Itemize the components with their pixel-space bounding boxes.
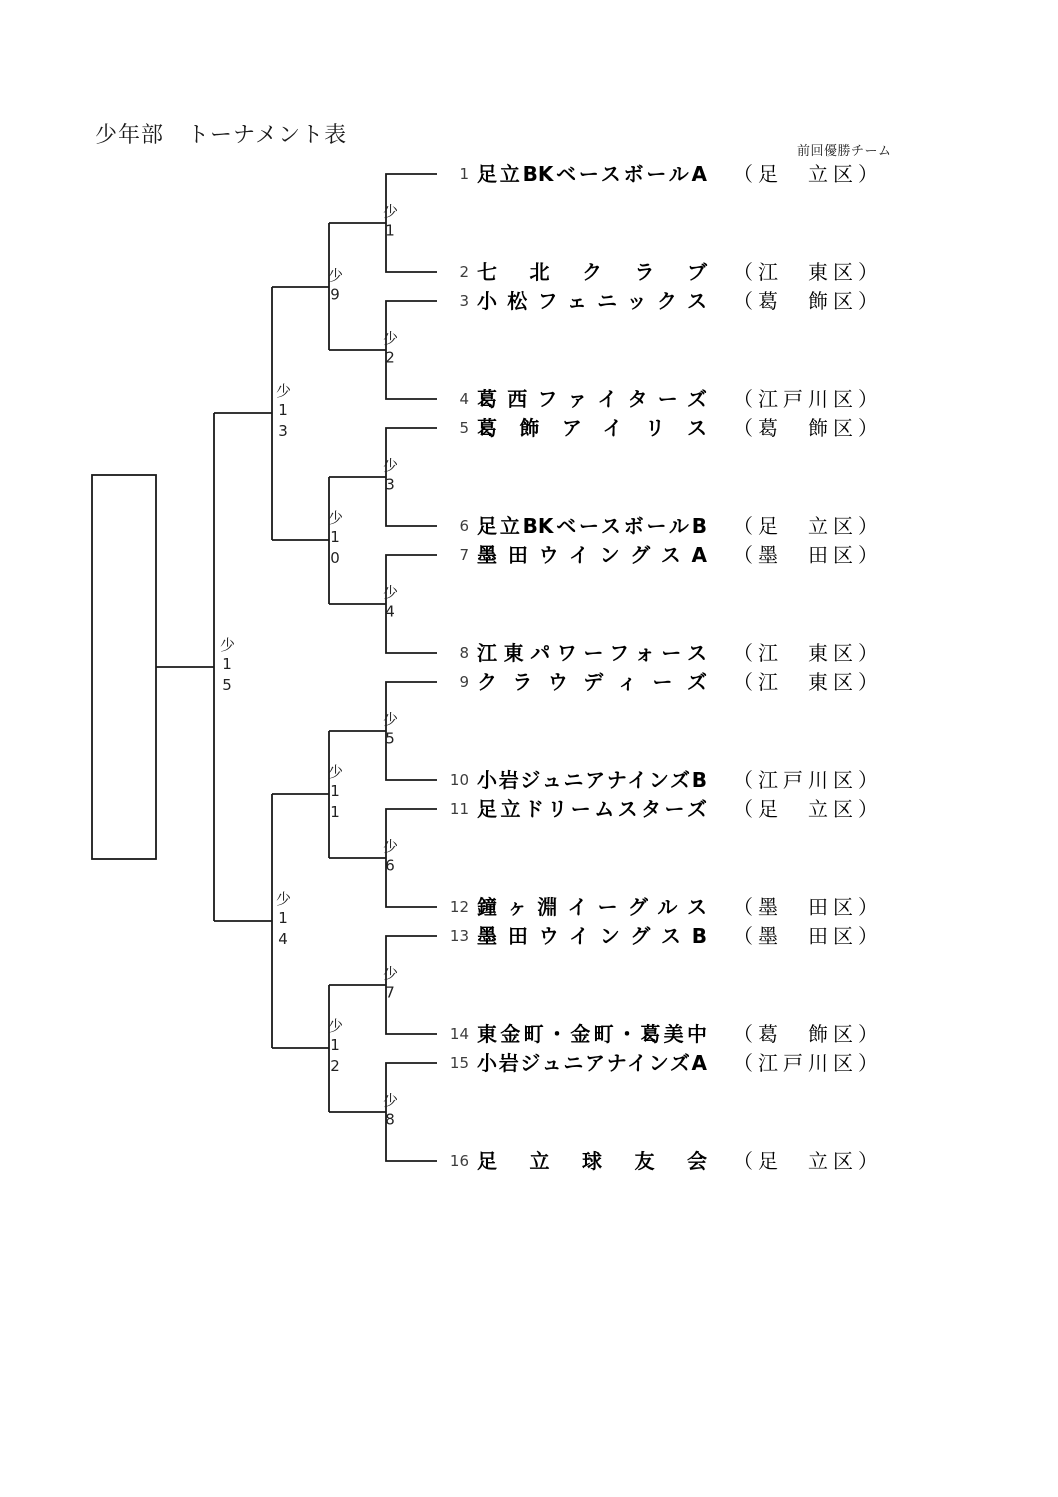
previous-champion-note: 前回優勝チーム: [797, 144, 892, 159]
team-seed: 2: [459, 263, 469, 281]
team-row-3: [0, 288, 1058, 314]
team-row-9: [0, 669, 1058, 695]
team-row-12: [0, 894, 1058, 920]
team-name: 小岩ジュニアナインズB: [477, 768, 707, 792]
team-district: （足 立区）: [733, 162, 883, 186]
team-seed: 9: [459, 673, 469, 691]
match-label-sho7: 少7: [381, 965, 399, 1005]
team-district: （江戸川区）: [733, 387, 883, 411]
team-district: （葛 飾区）: [733, 416, 883, 440]
round1-lines: [329, 174, 437, 1161]
team-row-1: [0, 161, 1058, 187]
match-label-sho4: 少4: [381, 584, 399, 624]
team-row-8: [0, 640, 1058, 666]
team-district: （江 東区）: [733, 260, 883, 284]
team-name: 足立BKベースボールA: [477, 162, 707, 186]
team-name: 墨田ウイングスB: [477, 924, 707, 948]
round2-lines: [272, 223, 329, 1112]
team-district: （足 立区）: [733, 514, 883, 538]
team-district: （江戸川区）: [733, 768, 883, 792]
match-label-sho6: 少6: [381, 838, 399, 878]
team-row-16: [0, 1148, 1058, 1174]
team-name: 足立ドリームスターズ: [477, 797, 707, 821]
team-district: （墨 田区）: [733, 924, 883, 948]
team-seed: 4: [459, 390, 469, 408]
final-lines: [156, 413, 214, 921]
team-row-7: [0, 542, 1058, 568]
match-label-sho12: 少12: [326, 1018, 344, 1078]
team-seed: 16: [449, 1152, 469, 1170]
team-row-11: [0, 796, 1058, 822]
team-district: （墨 田区）: [733, 543, 883, 567]
team-district: （足 立区）: [733, 797, 883, 821]
team-name: 足立球友会: [477, 1149, 707, 1173]
team-row-14: [0, 1021, 1058, 1047]
match-label-sho9: 少9: [326, 267, 344, 307]
match-label-sho15: 少15: [218, 637, 236, 697]
team-district: （江 東区）: [733, 670, 883, 694]
team-name: 鐘ヶ淵イーグルス: [477, 895, 707, 919]
team-name: 足立BKベースボールB: [477, 514, 707, 538]
bracket-sho14: [214, 794, 272, 1048]
match-label-sho8: 少8: [381, 1092, 399, 1132]
match-label-sho11: 少11: [326, 764, 344, 824]
team-row-15: [0, 1050, 1058, 1076]
match-label-sho3: 少3: [381, 457, 399, 497]
team-seed: 13: [449, 927, 469, 945]
team-row-4: [0, 386, 1058, 412]
bracket-sho15: [156, 413, 214, 921]
team-row-5: [0, 415, 1058, 441]
team-seed: 1: [459, 165, 469, 183]
match-label-sho14: 少14: [274, 891, 292, 951]
team-seed: 8: [459, 644, 469, 662]
team-name: 東金町・金町・葛美中: [477, 1022, 707, 1046]
team-name: 墨田ウイングスA: [477, 543, 707, 567]
team-seed: 12: [449, 898, 469, 916]
team-seed: 7: [459, 546, 469, 564]
team-row-2: [0, 259, 1058, 285]
team-seed: 15: [449, 1054, 469, 1072]
match-label-sho1: 少1: [381, 203, 399, 243]
page-title: 少年部 トーナメント表: [95, 123, 348, 148]
team-row-10: [0, 767, 1058, 793]
team-district: （葛 飾区）: [733, 289, 883, 313]
team-district: （足 立区）: [733, 1149, 883, 1173]
team-row-13: [0, 923, 1058, 949]
match-label-sho5: 少5: [381, 711, 399, 751]
team-seed: 14: [449, 1025, 469, 1043]
team-name: 七北クラブ: [477, 260, 707, 284]
team-district: （江戸川区）: [733, 1051, 883, 1075]
team-name: 江東パワーフォース: [477, 641, 707, 665]
match-label-sho10: 少10: [326, 510, 344, 570]
team-seed: 11: [449, 800, 469, 818]
team-district: （葛 飾区）: [733, 1022, 883, 1046]
team-row-6: [0, 513, 1058, 539]
team-seed: 10: [449, 771, 469, 789]
match-label-sho2: 少2: [381, 330, 399, 370]
team-name: 小松フェニックス: [477, 289, 707, 313]
team-district: （江 東区）: [733, 641, 883, 665]
team-seed: 3: [459, 292, 469, 310]
bracket-sho10: [272, 477, 329, 604]
team-name: 葛飾アイリス: [477, 416, 707, 440]
team-seed: 5: [459, 419, 469, 437]
team-name: クラウディーズ: [477, 670, 707, 694]
team-district: （墨 田区）: [733, 895, 883, 919]
team-name: 小岩ジュニアナインズA: [477, 1051, 707, 1075]
team-name: 葛西ファイターズ: [477, 387, 707, 411]
bracket-sho12: [272, 985, 329, 1112]
bracket-sho11: [272, 731, 329, 858]
bracket-sho13: [214, 287, 272, 540]
team-seed: 6: [459, 517, 469, 535]
match-label-sho13: 少13: [274, 383, 292, 443]
bracket-sho9: [272, 223, 329, 350]
